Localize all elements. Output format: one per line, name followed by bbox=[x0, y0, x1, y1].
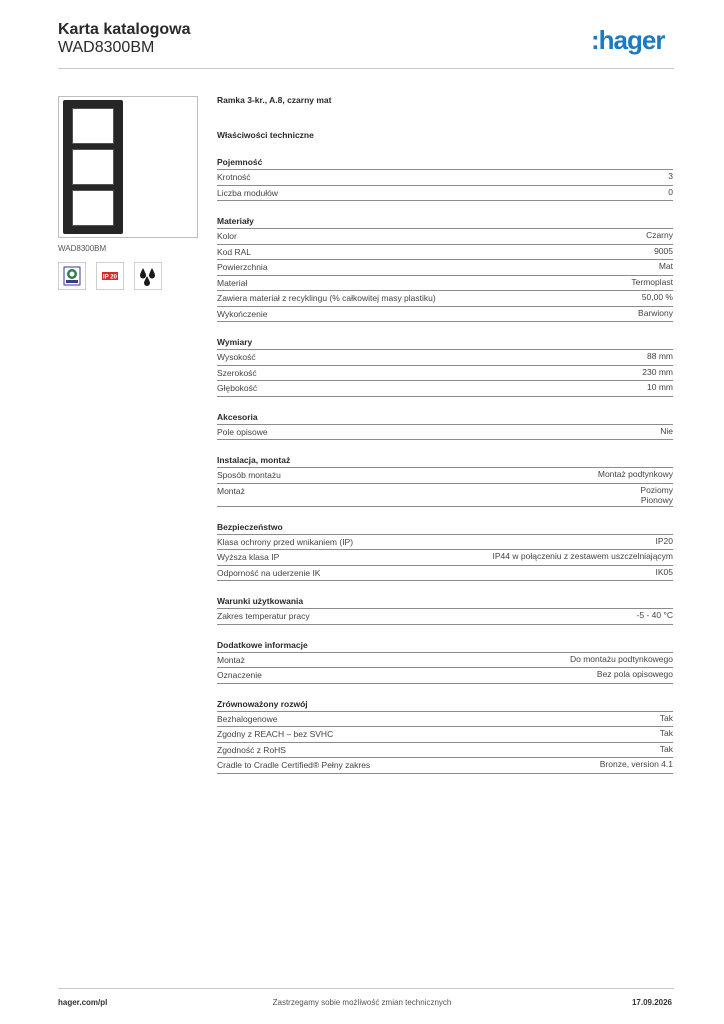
spec-value bbox=[659, 260, 673, 272]
section-title: Warunki użytkowania bbox=[217, 595, 673, 609]
spec-label: Montaż bbox=[217, 654, 245, 665]
footer-website[interactable]: hager.com/pl bbox=[58, 998, 108, 1007]
spec-row bbox=[217, 758, 673, 774]
spec-value bbox=[631, 276, 673, 288]
spec-value bbox=[656, 566, 674, 578]
spec-value-line: Termoplast bbox=[631, 276, 673, 287]
ip-rating-icon bbox=[96, 262, 124, 290]
spec-value bbox=[656, 535, 674, 547]
spec-value-line: IP44 w połączeniu z zestawem uszczelniającym bbox=[492, 551, 673, 561]
spec-value bbox=[642, 291, 673, 303]
spec-section bbox=[217, 336, 673, 397]
spec-value-line: Do montażu podtynkowego bbox=[569, 653, 673, 664]
spec-value bbox=[646, 229, 673, 241]
spec-value bbox=[660, 727, 673, 739]
spec-value bbox=[660, 425, 673, 437]
logo-text: :hager bbox=[591, 26, 665, 55]
spec-label: Bezhalogenowe bbox=[217, 713, 278, 724]
spec-row bbox=[217, 366, 673, 382]
spec-label: Głębokość bbox=[217, 383, 258, 393]
section-title: Dodatkowe informacje bbox=[217, 639, 673, 653]
spec-row bbox=[217, 468, 673, 484]
spec-label: Wysokość bbox=[217, 352, 256, 362]
spec-label: Odporność na uderzenie IK bbox=[217, 567, 321, 578]
eco-label-icon bbox=[58, 262, 86, 290]
spec-value-line: Poziomy bbox=[640, 484, 673, 495]
spec-label: Zgodny z REACH – bez SVHC bbox=[217, 729, 334, 739]
spec-value bbox=[642, 366, 673, 378]
spec-row bbox=[217, 381, 673, 397]
technical-properties bbox=[217, 95, 673, 774]
properties-heading: Właściwości techniczne bbox=[217, 130, 314, 140]
spec-row bbox=[217, 609, 673, 625]
spec-label: Zakres temperatur pracy bbox=[217, 611, 310, 621]
spec-section bbox=[217, 698, 673, 774]
certification-badges bbox=[58, 262, 162, 290]
spec-value bbox=[637, 609, 673, 621]
spec-row bbox=[217, 712, 673, 728]
spec-row bbox=[217, 425, 673, 441]
spec-row bbox=[217, 535, 673, 551]
spec-row bbox=[217, 245, 673, 261]
spec-value bbox=[668, 170, 673, 182]
spec-value-line: 0 bbox=[668, 186, 673, 197]
spec-label: Oznaczenie bbox=[217, 670, 262, 680]
frame-opening bbox=[72, 190, 114, 226]
spec-row bbox=[217, 186, 673, 202]
section-title: Instalacja, montaż bbox=[217, 454, 673, 468]
spec-value bbox=[638, 307, 673, 319]
spec-value bbox=[660, 743, 673, 755]
frame-opening bbox=[72, 108, 114, 144]
spec-value bbox=[647, 381, 673, 393]
spec-section bbox=[217, 595, 673, 625]
spec-row bbox=[217, 653, 673, 669]
spec-value-line: 88 mm bbox=[647, 351, 673, 361]
spec-label: Zgodność z RoHS bbox=[217, 744, 286, 755]
spec-row bbox=[217, 484, 673, 507]
hager-logo bbox=[591, 26, 675, 58]
spec-row bbox=[217, 276, 673, 292]
section-title: Materiały bbox=[217, 215, 673, 229]
water-drops-icon bbox=[134, 262, 162, 290]
spec-value bbox=[660, 712, 673, 724]
spec-value-line: 10 mm bbox=[647, 382, 673, 392]
image-caption: WAD8300BM bbox=[58, 244, 107, 253]
footer-divider bbox=[58, 988, 674, 989]
section-title: Akcesoria bbox=[217, 411, 673, 425]
spec-value-line: Czarny bbox=[646, 230, 673, 240]
product-image bbox=[58, 96, 198, 238]
spec-row bbox=[217, 291, 673, 307]
footer-disclaimer: Zastrzegamy sobie możliwość zmian technicznych bbox=[272, 998, 452, 1007]
spec-label: Materiał bbox=[217, 277, 248, 288]
spec-section bbox=[217, 215, 673, 322]
spec-value-line: Mat bbox=[658, 261, 673, 271]
spec-label: Szerokość bbox=[217, 367, 257, 378]
spec-value-line: Bez pola opisowego bbox=[596, 669, 673, 679]
spec-label: Pole opisowe bbox=[217, 426, 268, 437]
spec-value-line: Nie bbox=[660, 425, 673, 436]
footer-date: 17.09.2026 bbox=[631, 998, 672, 1007]
spec-section bbox=[217, 454, 673, 507]
spec-section bbox=[217, 156, 673, 201]
spec-row bbox=[217, 668, 673, 684]
spec-label: Montaż bbox=[217, 485, 245, 496]
spec-value bbox=[668, 186, 673, 198]
spec-value bbox=[654, 245, 673, 257]
spec-label: Powierzchnia bbox=[217, 262, 268, 272]
spec-value-line: Tak bbox=[659, 712, 673, 723]
page-title: Karta katalogowa bbox=[58, 21, 191, 38]
spec-row bbox=[217, 550, 673, 566]
spec-label: Liczba modułów bbox=[217, 187, 278, 198]
spec-value-line: IP20 bbox=[655, 535, 673, 546]
spec-value-line: Pionowy bbox=[640, 495, 673, 505]
spec-value-line: Bronze, version 4.1 bbox=[599, 759, 673, 769]
spec-section bbox=[217, 521, 673, 582]
spec-value bbox=[598, 468, 673, 480]
spec-section bbox=[217, 411, 673, 441]
spec-value bbox=[493, 550, 673, 562]
product-code: WAD8300BM bbox=[58, 39, 155, 56]
spec-row bbox=[217, 307, 673, 323]
frame-opening bbox=[72, 149, 114, 185]
spec-value bbox=[597, 668, 673, 680]
spec-label: Cradle to Cradle Certified® Pełny zakres bbox=[217, 760, 371, 770]
spec-value-line: Tak bbox=[659, 743, 673, 754]
spec-value-line: Montaż podtynkowy bbox=[597, 469, 673, 479]
section-title: Wymiary bbox=[217, 336, 673, 350]
frame-product-shape bbox=[63, 100, 123, 234]
spec-label: Kod RAL bbox=[217, 246, 252, 257]
section-title: Bezpieczeństwo bbox=[217, 521, 673, 535]
spec-label: Sposób montażu bbox=[217, 470, 281, 480]
spec-value-line: 3 bbox=[668, 171, 673, 181]
spec-value-line: IK05 bbox=[655, 566, 673, 577]
product-name: Ramka 3-kr., A.8, czarny mat bbox=[217, 95, 332, 105]
spec-value-line: -5 - 40 °C bbox=[636, 610, 673, 620]
spec-value bbox=[600, 758, 673, 770]
spec-value-line: 9005 bbox=[654, 245, 673, 256]
spec-row bbox=[217, 727, 673, 743]
spec-label: Kolor bbox=[217, 231, 237, 241]
section-title: Zrównoważony rozwój bbox=[217, 698, 673, 712]
property-sections bbox=[217, 156, 673, 774]
spec-label: Klasa ochrony przed wnikaniem (IP) bbox=[217, 536, 354, 547]
spec-row bbox=[217, 350, 673, 366]
spec-label: Wykończenie bbox=[217, 308, 268, 319]
spec-value bbox=[640, 484, 673, 506]
spec-row bbox=[217, 743, 673, 759]
spec-row bbox=[217, 170, 673, 186]
spec-value bbox=[570, 653, 673, 665]
spec-value bbox=[647, 350, 673, 362]
spec-label: Wyższa klasa IP bbox=[217, 552, 280, 562]
spec-row bbox=[217, 229, 673, 245]
spec-row bbox=[217, 566, 673, 582]
spec-label: Krotność bbox=[217, 172, 251, 182]
spec-row bbox=[217, 260, 673, 276]
ip-badge-text: IP 20 bbox=[103, 274, 117, 281]
spec-value-line: 230 mm bbox=[642, 366, 673, 377]
spec-label: Zawiera materiał z recyklingu (% całkowitej masy plastiku) bbox=[217, 293, 436, 303]
spec-value-line: 50,00 % bbox=[641, 292, 673, 302]
spec-value-line: Barwiony bbox=[638, 307, 673, 318]
spec-value-line: Tak bbox=[659, 728, 673, 738]
header-divider bbox=[58, 68, 674, 69]
spec-section bbox=[217, 639, 673, 684]
section-title: Pojemność bbox=[217, 156, 673, 170]
